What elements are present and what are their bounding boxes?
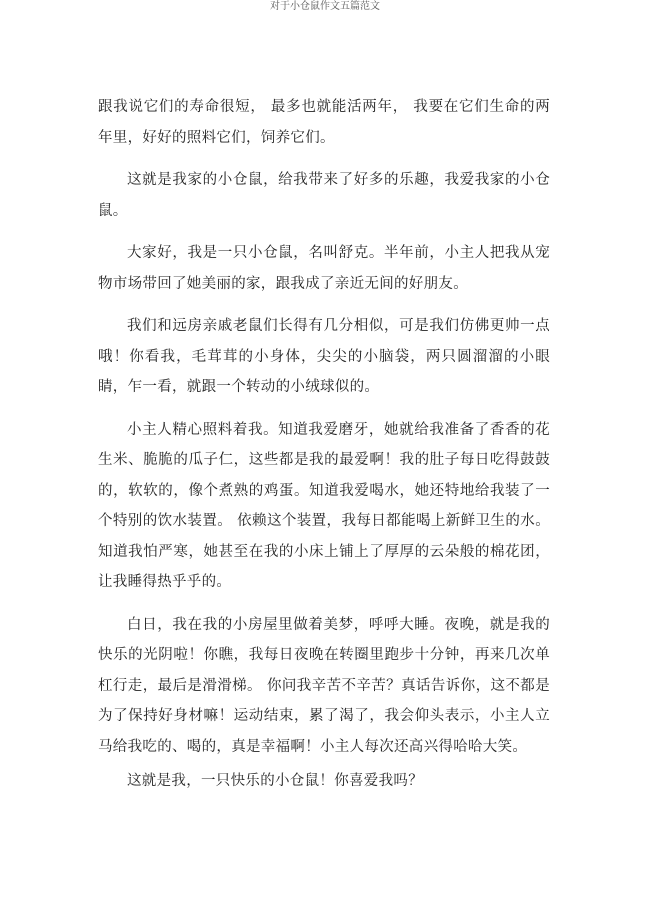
paragraph-2: 这就是我家的小仓鼠，给我带来了好多的乐趣，我爱我家的小仓鼠。 — [98, 172, 550, 219]
paragraph-5: 小主人精心照料着我。知道我爱磨牙，她就给我准备了香香的花生米、脆脆的瓜子仁，这些都是我的最爱啊！我的肚子每日吃得鼓鼓的，软软的，像个煮熟的鸡蛋。知道我爱喝水，她还特地给我装了一个特别的饮水装置。 依赖这个装置，我每日都能喝上新鲜卫生的水。知道我怕严寒，她甚至在我的小床上铺上了厚厚的云朵般的棉花团，让我睡得热乎乎的。 — [98, 421, 550, 590]
paragraph-3: 大家好，我是一只小仓鼠，名叫舒克。半年前，小主人把我从宠物市场带回了她美丽的家，跟我成了亲近无间的好朋友。 — [98, 245, 550, 292]
paragraph-1: 跟我说它们的寿命很短， 最多也就能活两年， 我要在它们生命的两年里，好好的照料它们，饲养它们。 — [98, 99, 550, 146]
page-header-title: 对于小仓鼠作文五篇范文 — [270, 1, 380, 12]
paragraph-7: 这就是我，一只快乐的小仓鼠！你喜爱我吗？ — [127, 773, 423, 789]
document-body — [98, 92, 550, 797]
paragraph-4: 我们和远房亲戚老鼠们长得有几分相似，可是我们仿佛更帅一点哦！你看我，毛茸茸的小身体，尖尖的小脑袋，两只圆溜溜的小眼睛，乍一看，就跟一个转动的小绒球似的。 — [98, 318, 550, 395]
paragraph-6: 白日，我在我的小房屋里做着美梦，呼呼大睡。夜晚，就是我的快乐的光阴啦！你瞧，我每日夜晚在转圈里跑步十分钟，再来几次单杠行走，最后是滑滑梯。 你问我辛苦不辛苦？真话告诉你，这不都是为了保持好身材嘛！运动结束，累了渴了，我会仰头表示，小主人立马给我吃的、喝的，真是幸福啊！小主人每次还高兴得哈哈大笑。 — [98, 616, 550, 755]
